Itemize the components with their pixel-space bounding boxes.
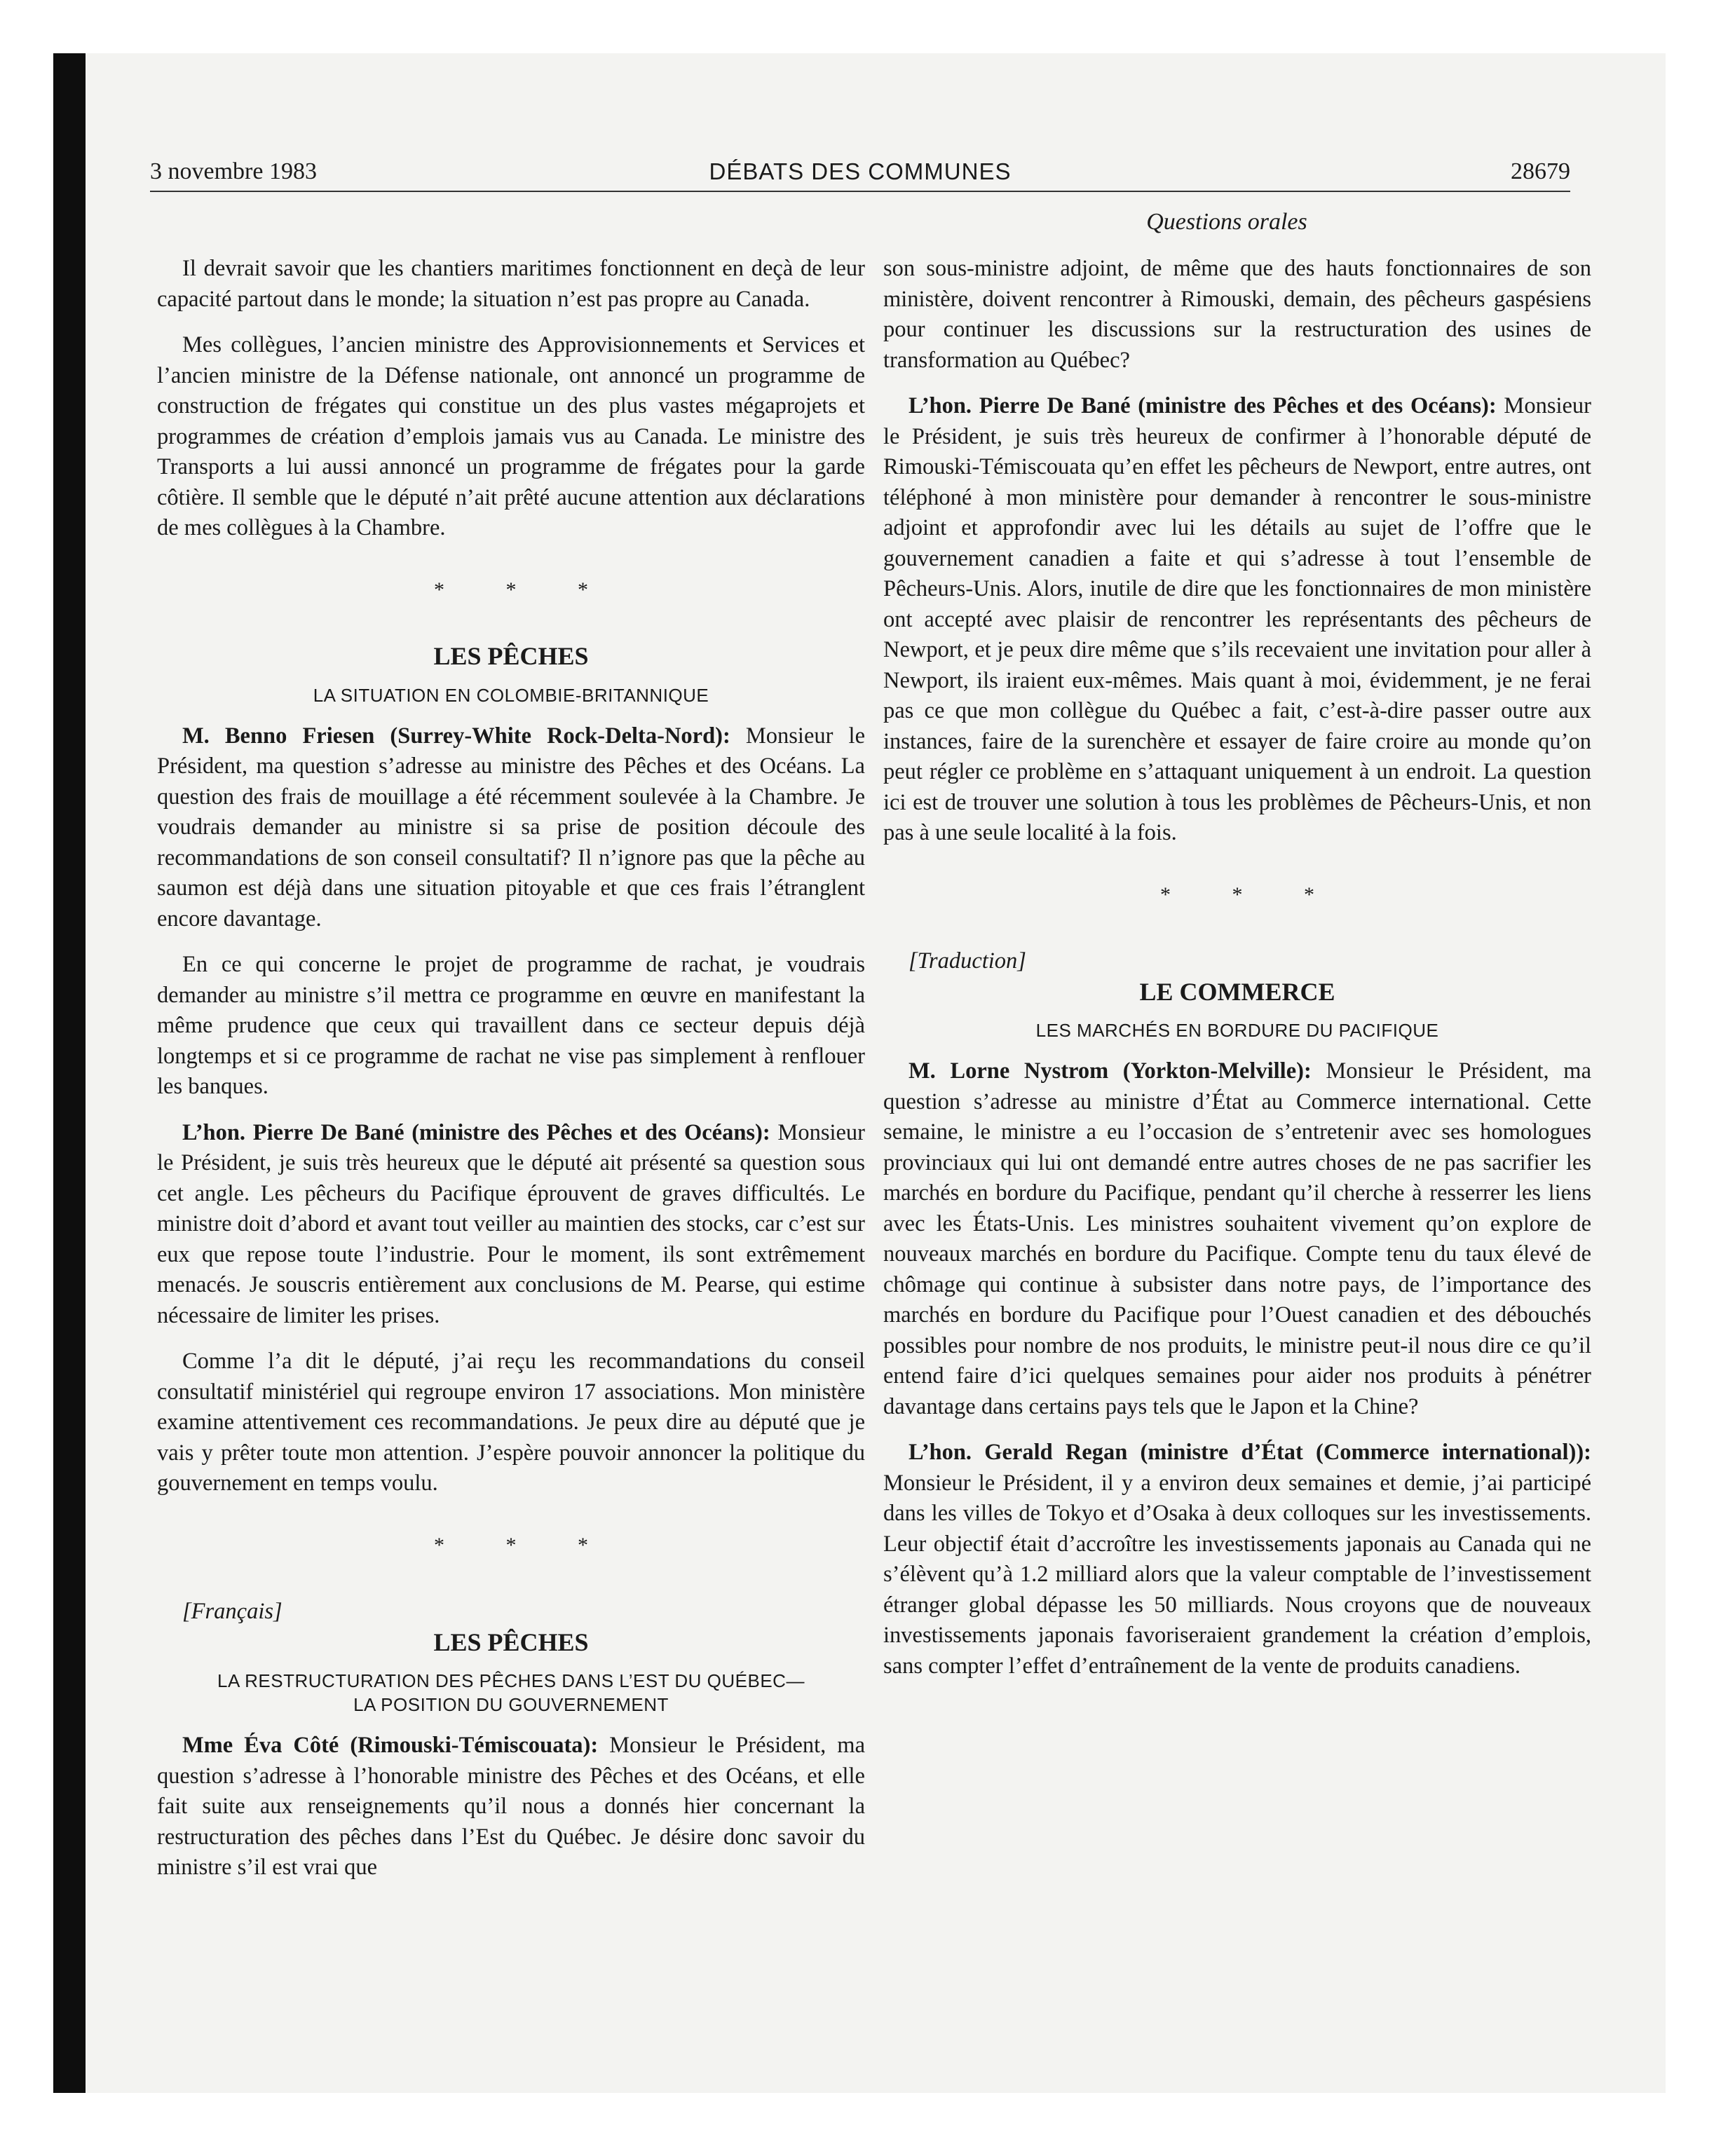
section-heading: LES PÊCHES [433,642,589,670]
speech [883,1438,1591,1681]
header-publication: DÉBATS DES COMMUNES [709,158,1012,184]
header-date: 3 novembre 1983 [150,158,317,184]
paragraph: Comme l’a dit le député, j’ai reçu les recommandations du conseil consultatif ministériel qui regroupe environ 17 associations. Mon ministère examine attentivement ces recommandations. Je peux dire au député que je vais y prêter toute mon attention. J’espère pouvoir annoncer la politique du gouvernement en temps voulu. [157,1349,865,1496]
speech-text: Monsieur le Président, ma question s’adresse à l’honorable ministre des Pêches et des Océans, et elle fait suite aux renseignements qu’il nous a donnés hier concernant la restructuration des pêches dans l’Est du Québec. Je désire donc savoir du ministre s’il est vrai que [157,1733,865,1880]
speech [883,1056,1591,1422]
speech-text: Monsieur le Président, je suis très heureux de confirmer à l’honorable député de Rimouski-Témiscouata qu’en effet les pêcheurs de Newport, entre autres, ont téléphoné à mon ministère pour demander à rencontrer le sous-ministre adjoint et approfondir avec lui les détails au sujet de l’offre que le gouvernement canadien a faite et qui s’adresse à tout l’ensemble de Pêcheurs-Unis. Alors, inutile de dire que les fonctionnaires de mon ministère ont accepté avec plaisir de rencontrer les représentants des pêcheurs de Newport, et je peux dire même que s’ils recevaient une invitation pour aller à Newport, ils iraient eux-mêmes. Mais quant à moi, évidemment, je ne ferai pas ce que mon collègue du Québec a fait, c’est-à-dire passer outre aux instances, faire de la surenchère et essayer de faire croire au monde qu’on peut régler ce problème en s’attaquant uniquement à un endroit. La question ici est de trouver une solution à tous les problèmes de Pêcheurs-Unis, et non pas à une seule localité à la fois. [883,393,1592,845]
speaker-name: L’hon. Pierre De Bané (ministre des Pêches et des Océans): [909,393,1497,418]
paragraph: Il devrait savoir que les chantiers maritimes fonctionnent en deçà de leur capacité partout dans le monde; la situation n’est pas propre au Canada. [157,256,865,312]
speaker-name: Mme Éva Côté (Rimouski-Témiscouata): [182,1733,599,1758]
speech-text: Monsieur le Président, ma question s’adresse au ministre des Pêches et des Océans. La question des frais de mouillage a été récemment soulevée à la Chambre. Je voudrais demander au ministre si sa prise de position découle des recommandations de son conseil consultatif? Il n’ignore pas que la pêche au saumon est déjà dans une situation pitoyable et que ces frais l’étranglent encore davantage. [157,723,865,932]
section-subheading [157,1669,865,1717]
speaker-name: L’hon. Gerald Regan (ministre d’État (Commerce international)): [909,1440,1591,1465]
section-heading: LE COMMERCE [1139,977,1335,1006]
header-rule [150,191,1570,192]
right-column [883,254,1591,1681]
scan-binding-edge [53,53,86,2093]
language-marker: [Traduction] [909,948,1026,974]
section-separator: * * * [1160,882,1342,906]
section-heading: LES PÊCHES [433,1628,589,1656]
speech [157,1731,865,1883]
paragraph: En ce qui concerne le projet de programme de rachat, je voudrais demander au ministre s’il mettra ce programme en œuvre en manifestant la même prudence que ceux qui travaillent dans ce secteur depuis déjà longtemps et si ce programme de rachat ne vise pas simplement à renflouer les banques. [157,952,865,1099]
section-subheading: LES MARCHÉS EN BORDURE DU PACIFIQUE [1035,1020,1439,1041]
speech [157,1118,865,1332]
speaker-name: M. Lorne Nystrom (Yorkton-Melville): [909,1058,1312,1084]
section-separator: * * * [434,1533,616,1557]
subheading-line: LA RESTRUCTURATION DES PÊCHES DANS L’EST DU QUÉBEC— [217,1670,805,1691]
section-subheading: LA SITUATION EN COLOMBIE-BRITANNIQUE [313,684,709,706]
section-separator: * * * [434,578,616,601]
speech-text: Monsieur le Président, je suis très heureux que le député ait présenté sa question sous cet angle. Les pêcheurs du Pacifique éprouvent de graves difficultés. Le ministre doit d’abord et avant tout veiller au maintien des stocks, car c’est sur eux que repose toute l’industrie. Pour le moment, ils sont extrêmement menacés. Je souscris entièrement aux conclusions de M. Pearse, qui estime nécessaire de limiter les prises. [157,1119,866,1328]
paragraph: son sous-ministre adjoint, de même que des hauts fonctionnaires de son ministère, doivent rencontrer à Rimouski, demain, des pêcheurs gaspésiens pour continuer les discussions sur la restructuration des usines de transformation au Québec? [883,256,1591,373]
speech-text: Monsieur le Président, ma question s’adresse au ministre d’État au Commerce international. Cette semaine, le ministre a eu l’occasion de s’entretenir avec ses homologues provinciaux qui lui ont demandé entre autres choses de ne pas sacrifier les marchés en bordure du Pacifique, pendant qu’il cherche à resserrer les liens avec les États-Unis. Les ministres souhaitent vivement qu’on explore de nouveaux marchés en bordure du Pacifique. Compte tenu du taux élevé de chômage qui continue à subsister dans notre pays, de l’importance des marchés en bordure du Pacifique pour l’Ouest canadien et des débouchés possibles pour nombre de nos produits, le ministre peut-il nous dire ce qu’il entend faire d’ici quelques semaines pour aider nos produits à pénétrer davantage dans certains pays tels que le Japon et la Chine? [883,1058,1591,1419]
section-label: Questions orales [1146,209,1307,235]
speaker-name: L’hon. Pierre De Bané (ministre des Pêches et des Océans): [182,1119,770,1145]
paragraph: Mes collègues, l’ancien ministre des Approvisionnements et Services et l’ancien ministre de la Défense nationale, ont annoncé un programme de construction de frégates qui constitue un des plus vastes mégaprojets et programmes de création d’emplois jamais vus au Canada. Le ministre des Transports a lui aussi annoncé un programme de frégates pour la garde côtière. Il semble que le député n’ait prêté aucune attention aux déclarations de mes collègues à la Chambre. [157,332,865,540]
left-column [157,254,865,1883]
speech [883,391,1591,849]
header-page-number: 28679 [1511,158,1570,184]
speech-text: Monsieur le Président, il y a environ deux semaines et demie, j’ai participé dans les villes de Tokyo et d’Osaka à deux colloques sur les investissements. Leur objectif était d’accroître les investissements japonais au Canada qui ne s’élèvent qu’à 1.2 milliard alors que la valeur comptable de l’investissement étranger global dépasse les 50 milliards. Nous croyons que de nouveaux investissements japonais favoriseraient grandement la création d’emplois, sans compter l’effet d’entraînement de la vente de produits canadiens. [883,1470,1591,1679]
speech [157,721,865,935]
subheading-line: LA POSITION DU GOUVERNEMENT [353,1694,669,1715]
running-header [150,158,1570,189]
speaker-name: M. Benno Friesen (Surrey-White Rock-Delta-Nord): [182,723,730,749]
language-marker: [Français] [182,1599,283,1624]
